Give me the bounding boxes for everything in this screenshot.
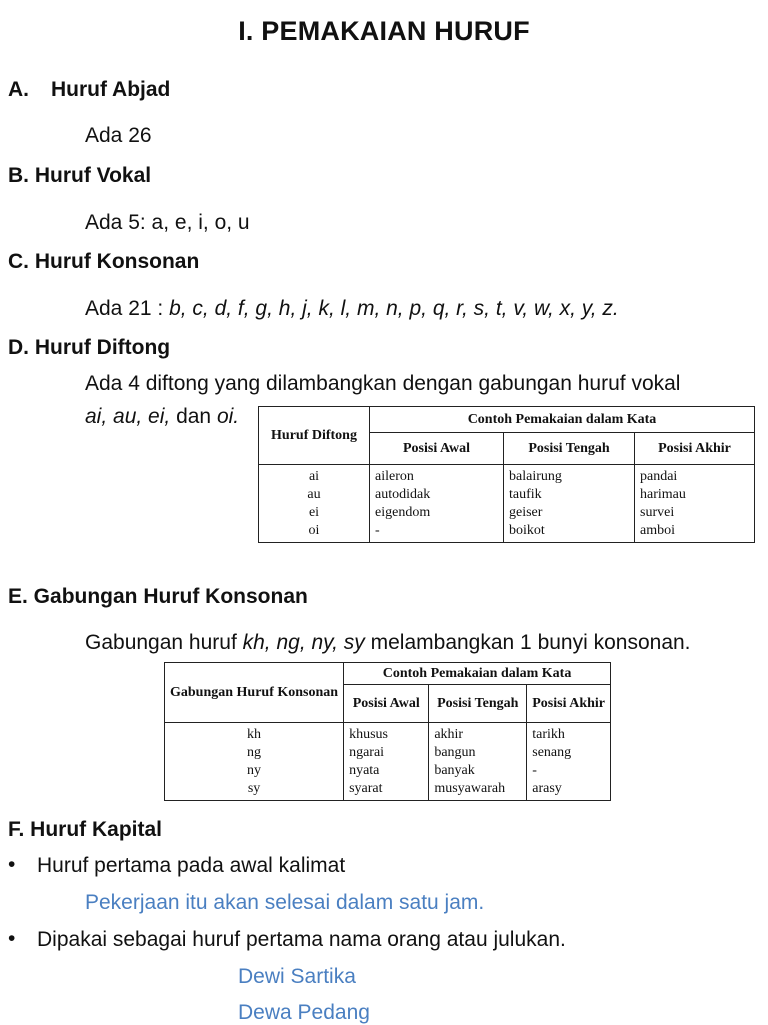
section-f-heading: F. Huruf Kapital bbox=[8, 818, 163, 841]
cluster-key: ny bbox=[247, 763, 262, 778]
consonant-letters: b, c, d, f, g, h, j, k, l, m, n, p, q, r, s, t, v, w, x, y, z. bbox=[169, 297, 619, 320]
diphthong-example: aileron bbox=[375, 469, 414, 484]
cluster-key: ng bbox=[247, 745, 262, 760]
section-a-letter: A. bbox=[8, 78, 29, 101]
example-nickname: Dewa Pedang bbox=[238, 1001, 370, 1024]
section-d-line2 bbox=[85, 405, 239, 429]
diphthong-example: boikot bbox=[509, 523, 545, 538]
example-sentence: Pekerjaan itu akan selesai dalam satu jam. bbox=[85, 891, 485, 914]
cluster-example: banyak bbox=[434, 763, 475, 778]
cluster-example: nyata bbox=[349, 763, 380, 778]
cluster-awal-cell bbox=[344, 723, 429, 801]
diphthong-example: amboi bbox=[640, 523, 675, 538]
section-f-bullet1: Huruf pertama pada awal kalimat bbox=[37, 854, 346, 877]
cluster-example: syarat bbox=[349, 781, 383, 796]
section-c-heading: C. Huruf Konsonan bbox=[8, 250, 200, 273]
consonant-cluster-table bbox=[164, 662, 611, 801]
diphthong-example: - bbox=[375, 523, 380, 538]
diphthong-example: harimau bbox=[640, 487, 686, 502]
section-a-text: Ada 26 bbox=[85, 124, 152, 147]
diphthong-example: balairung bbox=[509, 469, 562, 484]
example-name: Dewi Sartika bbox=[238, 965, 356, 988]
diphthong-table-group-header: Contoh Pemakaian dalam Kata bbox=[370, 407, 755, 433]
section-e-post: melambangkan 1 bunyi konsonan. bbox=[364, 631, 691, 654]
section-e-heading: E. Gabungan Huruf Konsonan bbox=[8, 585, 308, 608]
diphthong-key: oi bbox=[308, 523, 320, 538]
diphthong-example: survei bbox=[640, 505, 675, 520]
diphthong-list: ai, au, ei, bbox=[85, 405, 171, 428]
diphthong-key: au bbox=[307, 487, 321, 502]
diphthong-table-sub-akhir: Posisi Akhir bbox=[635, 433, 755, 465]
conjunction: dan bbox=[170, 405, 217, 428]
diphthong-tengah-cell bbox=[504, 465, 635, 543]
cluster-example: bangun bbox=[434, 745, 476, 760]
diphthong-example: eigendom bbox=[375, 505, 431, 520]
section-c-text bbox=[85, 297, 619, 321]
cluster-example: musyawarah bbox=[434, 781, 506, 796]
section-e-text bbox=[85, 631, 691, 655]
section-d-line1: Ada 4 diftong yang dilambangkan dengan gabungan huruf vokal bbox=[85, 372, 681, 395]
diphthong-example: geiser bbox=[509, 505, 543, 520]
cluster-table-col1-header: Gabungan Huruf Konsonan bbox=[165, 663, 344, 723]
diphthong-example: taufik bbox=[509, 487, 542, 502]
cluster-akhir-cell bbox=[527, 723, 611, 801]
cluster-keys-cell bbox=[165, 723, 344, 801]
consonant-cluster-list: kh, ng, ny, sy bbox=[242, 631, 365, 654]
cluster-example: - bbox=[532, 763, 537, 778]
cluster-example: khusus bbox=[349, 727, 388, 742]
cluster-example: ngarai bbox=[349, 745, 385, 760]
bullet-icon: • bbox=[8, 927, 16, 950]
cluster-table-sub-tengah: Posisi Tengah bbox=[429, 685, 527, 723]
section-f-bullet2: Dipakai sebagai huruf pertama nama orang atau julukan. bbox=[37, 928, 566, 951]
section-e-pre: Gabungan huruf bbox=[85, 631, 243, 654]
cluster-table-group-header: Contoh Pemakaian dalam Kata bbox=[344, 663, 611, 685]
section-b-heading: B. Huruf Vokal bbox=[8, 164, 152, 187]
diphthong-key: ai bbox=[308, 469, 320, 484]
diphthong-awal-cell bbox=[370, 465, 504, 543]
cluster-example: arasy bbox=[532, 781, 562, 796]
section-b-text: Ada 5: a, e, i, o, u bbox=[85, 211, 250, 234]
diphthong-table-sub-awal: Posisi Awal bbox=[370, 433, 504, 465]
cluster-table-sub-akhir: Posisi Akhir bbox=[527, 685, 611, 723]
cluster-example: akhir bbox=[434, 727, 464, 742]
page-title: I. PEMAKAIAN HURUF bbox=[238, 16, 530, 46]
diphthong-akhir-cell bbox=[635, 465, 755, 543]
section-d-heading: D. Huruf Diftong bbox=[8, 336, 171, 359]
diphthong-key: ei bbox=[308, 505, 320, 520]
cluster-key: sy bbox=[247, 781, 261, 796]
section-c-prefix: Ada 21 : bbox=[85, 297, 170, 320]
cluster-tengah-cell bbox=[429, 723, 527, 801]
diphthong-table-col1-header: Huruf Diftong bbox=[259, 407, 370, 465]
bullet-icon: • bbox=[8, 853, 16, 876]
cluster-table-sub-awal: Posisi Awal bbox=[344, 685, 429, 723]
diphthong-table-sub-tengah: Posisi Tengah bbox=[504, 433, 635, 465]
diphthong-keys-cell bbox=[259, 465, 370, 543]
cluster-example: senang bbox=[532, 745, 572, 760]
cluster-key: kh bbox=[247, 727, 262, 742]
cluster-example: tarikh bbox=[532, 727, 565, 742]
diphthong-last: oi. bbox=[216, 405, 240, 428]
diphthong-example: autodidak bbox=[375, 487, 431, 502]
diphthong-example: pandai bbox=[640, 469, 678, 484]
diphthong-table bbox=[258, 406, 755, 543]
section-a-heading: Huruf Abjad bbox=[51, 78, 171, 101]
